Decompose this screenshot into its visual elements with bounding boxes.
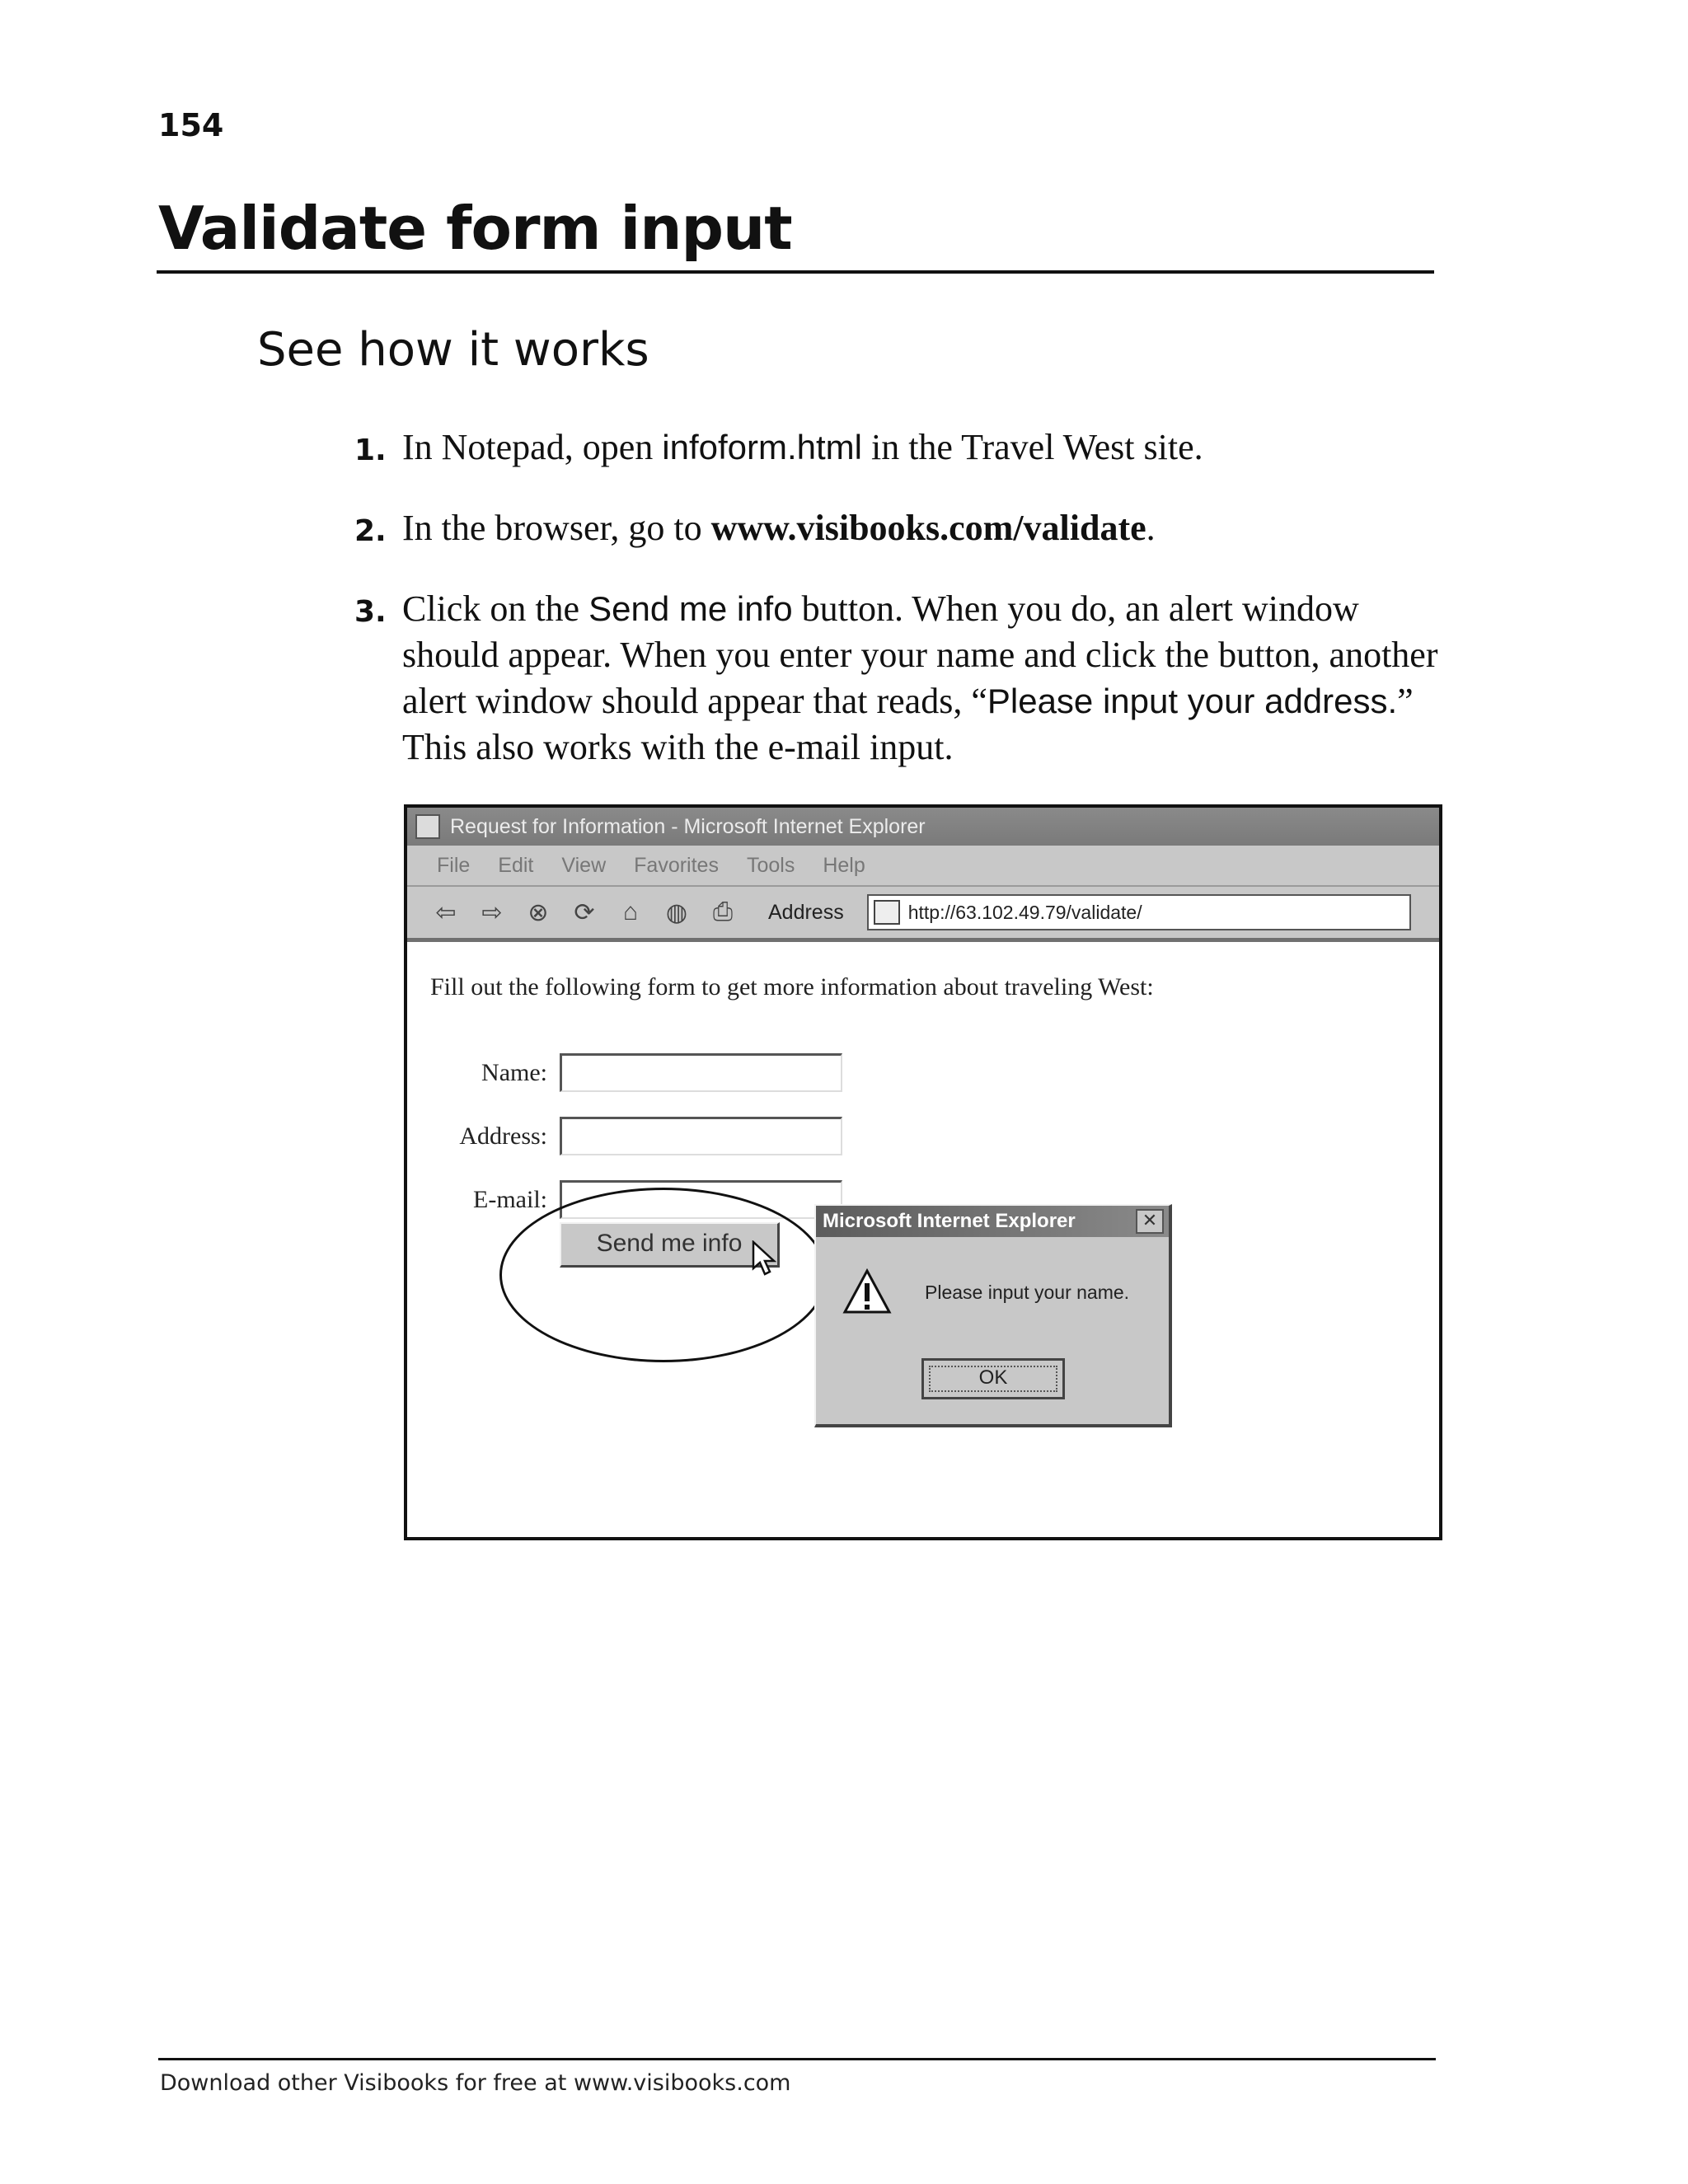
menu-favorites[interactable]: Favorites (634, 853, 719, 877)
send-me-info-button[interactable]: Send me info (560, 1222, 780, 1268)
step-text: In the browser, go to www.visibooks.com/validate. (402, 508, 1156, 548)
address-label: Address (768, 900, 844, 924)
highlight-oval (499, 1188, 828, 1362)
dialog-message: Please input your name. (925, 1282, 1130, 1303)
stop-icon[interactable]: ⊗ (528, 898, 549, 926)
address-url: http://63.102.49.79/validate/ (907, 901, 1142, 923)
footer-rule (158, 2058, 1436, 2060)
step-number: 1. (354, 434, 387, 467)
address-bar[interactable] (867, 894, 1411, 930)
forward-icon[interactable]: ⇨ (481, 898, 503, 926)
toolbar (407, 887, 1439, 942)
footer-text: Download other Visibooks for free at www.visibooks.com (160, 2070, 791, 2096)
back-icon[interactable]: ⇦ (435, 898, 457, 926)
browser-screenshot (404, 804, 1442, 1540)
button-name: Send me info (588, 589, 793, 628)
menu-edit[interactable]: Edit (498, 853, 534, 877)
ie-icon (415, 814, 440, 839)
dialog-title: Microsoft Internet Explorer (823, 1210, 1076, 1232)
menu-bar (407, 846, 1439, 887)
page-icon (874, 900, 900, 925)
close-icon[interactable]: ✕ (1136, 1209, 1164, 1234)
alert-dialog (814, 1204, 1172, 1427)
steps-list (354, 424, 1442, 802)
title-rule (157, 270, 1434, 274)
email-label: E-mail: (473, 1186, 547, 1213)
chapter-title: Validate form input (158, 194, 792, 263)
browser-titlebar (407, 808, 1439, 846)
step-text: In Notepad, open infoform.html in the Travel West site. (402, 427, 1203, 467)
form-intro: Fill out the following form to get more information about traveling West: (430, 973, 1154, 1001)
section-title: See how it works (257, 323, 649, 377)
ok-button[interactable]: OK (921, 1358, 1065, 1399)
filename: infoform.html (662, 428, 862, 466)
address-input[interactable] (560, 1117, 842, 1155)
page-content (407, 942, 1439, 1519)
step-1 (354, 424, 1442, 474)
step-number: 2. (354, 514, 387, 548)
dialog-titlebar (816, 1206, 1169, 1237)
page-number: 154 (158, 107, 224, 143)
step-text: Click on the Send me info button. When you do, an alert window should appear. When you enter your name and click the button, another alert window should appear that reads, “Please input your address.” This also works with the e-mail input. (402, 588, 1438, 767)
step-3 (354, 586, 1442, 771)
print-icon[interactable]: ⎙ (713, 898, 733, 926)
search-icon[interactable]: ◍ (665, 898, 688, 926)
menu-tools[interactable]: Tools (746, 853, 795, 877)
home-icon[interactable]: ⌂ (622, 898, 639, 926)
step-2 (354, 505, 1442, 555)
address-field-label: Address: (459, 1122, 547, 1150)
name-input[interactable] (560, 1053, 842, 1092)
menu-help[interactable]: Help (823, 853, 865, 877)
name-label: Name: (481, 1059, 547, 1086)
validate-url: www.visibooks.com/validate (710, 508, 1146, 548)
alert-message: Please input your address. (987, 682, 1398, 720)
step-number: 3. (354, 595, 387, 629)
menu-file[interactable]: File (437, 853, 471, 877)
refresh-icon[interactable]: ⟳ (574, 898, 595, 926)
warning-icon (842, 1268, 892, 1315)
menu-view[interactable]: View (561, 853, 607, 877)
window-title: Request for Information - Microsoft Internet Explorer (450, 814, 926, 838)
